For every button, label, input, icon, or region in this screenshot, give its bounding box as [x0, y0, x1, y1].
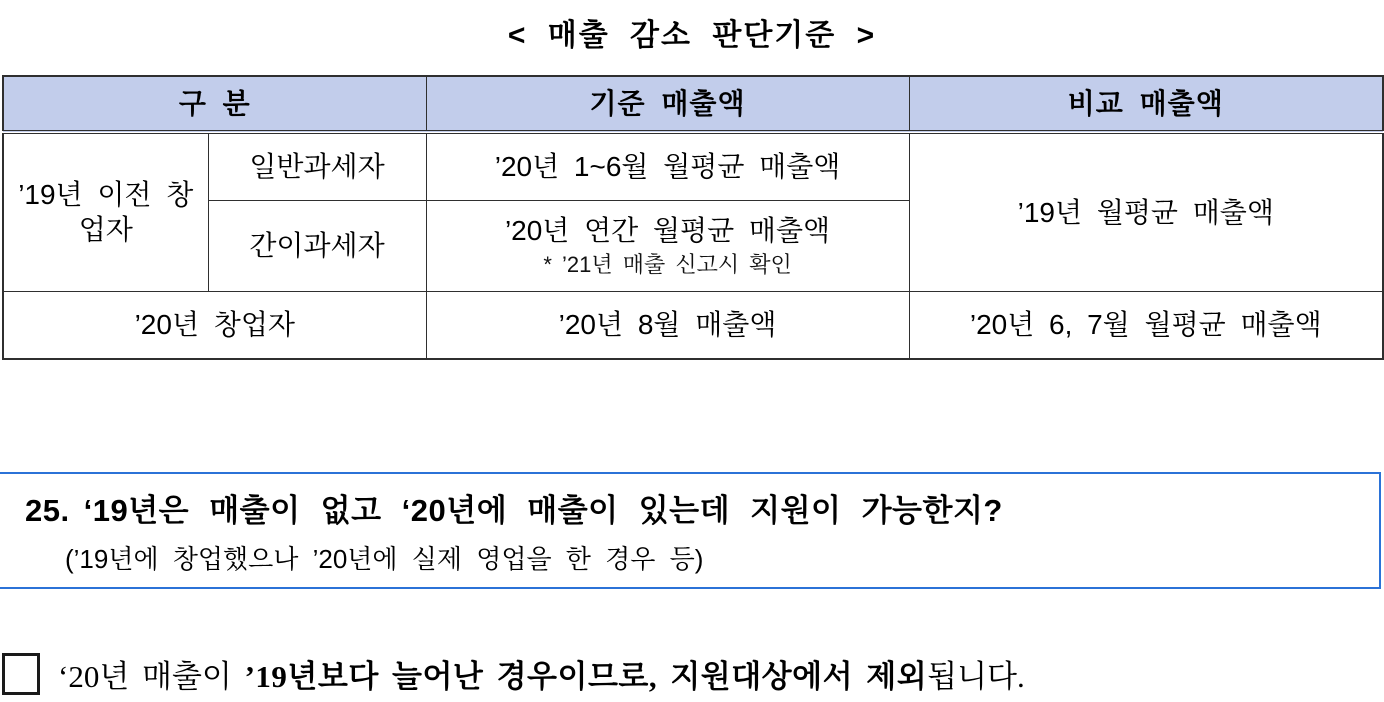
document-page [0, 10, 1384, 702]
table-header-row [3, 76, 1383, 132]
page-title: < 매출 감소 판단기준 > [507, 19, 877, 52]
question-subtext: (’19년에 창업했으나 ’20년에 실제 영업을 한 경우 등) [65, 544, 704, 574]
sales-criteria-table [2, 75, 1384, 360]
cell-simplified-base-sales-main: ’20년 연간 월평균 매출액 [504, 214, 831, 246]
cell-general-base-sales: ’20년 1~6월 월평균 매출액 [426, 132, 909, 200]
cell-simplified-base-sales [426, 200, 909, 291]
question-number: 25. [25, 493, 70, 528]
header-base-sales: 기준 매출액 [426, 76, 909, 132]
header-compare-sales: 비교 매출액 [909, 76, 1383, 132]
table-row [3, 291, 1383, 359]
cell-simplified-base-sales-note: * ’21년 매출 신고시 확인 [543, 251, 792, 277]
answer-emphasis: ’19년보다 늘어난 경우이므로, 지원대상에서 제외 [244, 659, 928, 694]
table-row [3, 132, 1383, 200]
answer-lead: ‘20년 매출이 [58, 659, 245, 694]
question-box [0, 472, 1381, 589]
empty-square-bullet-icon [2, 653, 40, 695]
answer-tail: 됩니다. [927, 659, 1025, 694]
cell-simplified-taxpayer: 간이과세자 [208, 200, 426, 291]
cell-group-2020: ’20년 창업자 [3, 291, 426, 359]
answer-line [0, 651, 1384, 696]
cell-2020-compare-sales: ’20년 6, 7월 월평균 매출액 [909, 291, 1383, 359]
cell-group-before-2019: ’19년 이전 창업자 [3, 132, 208, 291]
header-category: 구 분 [3, 76, 426, 132]
cell-2020-base-sales: ’20년 8월 매출액 [426, 291, 909, 359]
question-text: ‘19년은 매출이 없고 ‘20년에 매출이 있는데 지원이 가능한지? [83, 493, 1003, 528]
cell-before-2019-compare-sales: ’19년 월평균 매출액 [909, 132, 1383, 291]
cell-general-taxpayer: 일반과세자 [208, 132, 426, 200]
question-title [25, 485, 1373, 530]
